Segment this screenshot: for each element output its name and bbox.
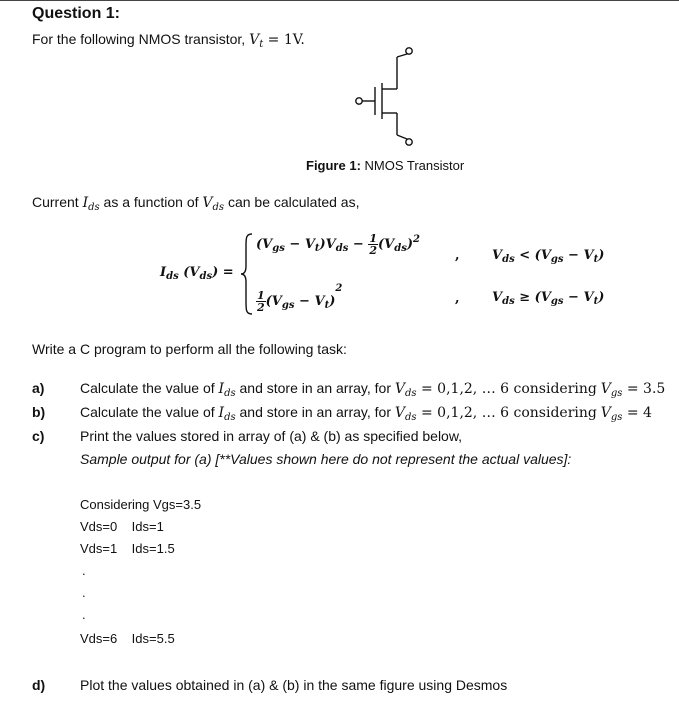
equation-case2: $\frac{1}{2}$ $(V_{gs} - V_t)^2$ [257,283,343,314]
figure-caption-label: Figure 1: [306,158,361,173]
sample-row-1: Vds=1 Ids=1.5 [80,541,175,556]
source-wire [397,135,407,139]
item-d-text: Plot the values obtained in (a) & (b) in the same figure using Desmos [80,677,508,693]
case1-comma: , [455,248,460,263]
sample-row-6: Vds=6 Ids=5.5 [80,631,175,646]
current-text-a: Current [32,194,79,210]
top-rule [0,0,679,1]
equation-lhs: $I_{ds}$ $(V_{ds})$ = [160,265,234,282]
drain-wire [397,54,407,57]
equation-case1: $(V_{gs} - V_t)V_{ds}$ − $\frac{1}{2}$ $(V_{ds})^2$ [256,232,421,257]
equation-brace [240,232,254,316]
vds-subscript: ds [212,202,225,213]
item-b-label: b) [32,404,46,420]
item-c-text: Print the values stored in array of (a) & (b) as specified below, [80,428,463,444]
sample-dot-1: . [82,563,86,578]
current-description [32,194,359,213]
intro-line [32,31,305,50]
ids-symbol: I [82,195,89,211]
source-terminal [406,139,412,145]
sample-output-note: Sample output for (a) [**Values shown here do not represent the actual values]: [80,451,572,467]
figure-caption [306,158,464,173]
gate-terminal [356,98,362,104]
vt-symbol: V [249,32,260,48]
item-d-label: d) [32,677,46,693]
item-b-text: Calculate the value of $I_{ds}$ and store in an array, for $V_{ds} = 0,1,2$, … 6 considering $V_{gs} = 4$ [80,404,652,423]
sample-header: Considering Vgs=3.5 [80,497,202,512]
case2-fraction: $\frac{1}{2}$ [257,289,265,314]
current-text-c: can be calculated as, [227,194,360,210]
item-c-label: c) [32,428,45,444]
intro-text: For the following NMOS transistor, [32,31,246,47]
item-a-text: Calculate the value of $I_{ds}$ and store in an array, for $V_{ds} = 0,1,2$, … 6 considering $V_{gs} = 3.5$ [80,380,666,399]
sample-row-0: Vds=0 Ids=1 [80,519,164,534]
nmos-transistor-diagram [355,45,425,155]
sample-dot-2: . [82,585,86,600]
vds-symbol: V [202,195,213,211]
case1-fraction: $\frac{1}{2}$ [369,232,378,257]
current-text-b: as a function of [103,194,199,210]
vt-value: = 1V. [263,32,305,48]
task-prompt: Write a C program to perform all the following task: [32,341,347,357]
case2-comma: , [455,291,460,306]
ids-subscript: ds [88,202,100,213]
equation-case1-condition: $V_{ds} < (V_{gs} - V_t)$ [492,248,605,265]
vt-subscript: t [259,39,264,50]
drain-terminal [406,48,412,54]
sample-dot-3: . [82,607,86,622]
item-a-label: a) [32,380,45,396]
question-title: Question 1: [32,5,121,22]
figure-caption-text: NMOS Transistor [360,158,465,173]
equation-case2-condition: $V_{ds} \ge (V_{gs} - V_t)$ [492,290,605,307]
